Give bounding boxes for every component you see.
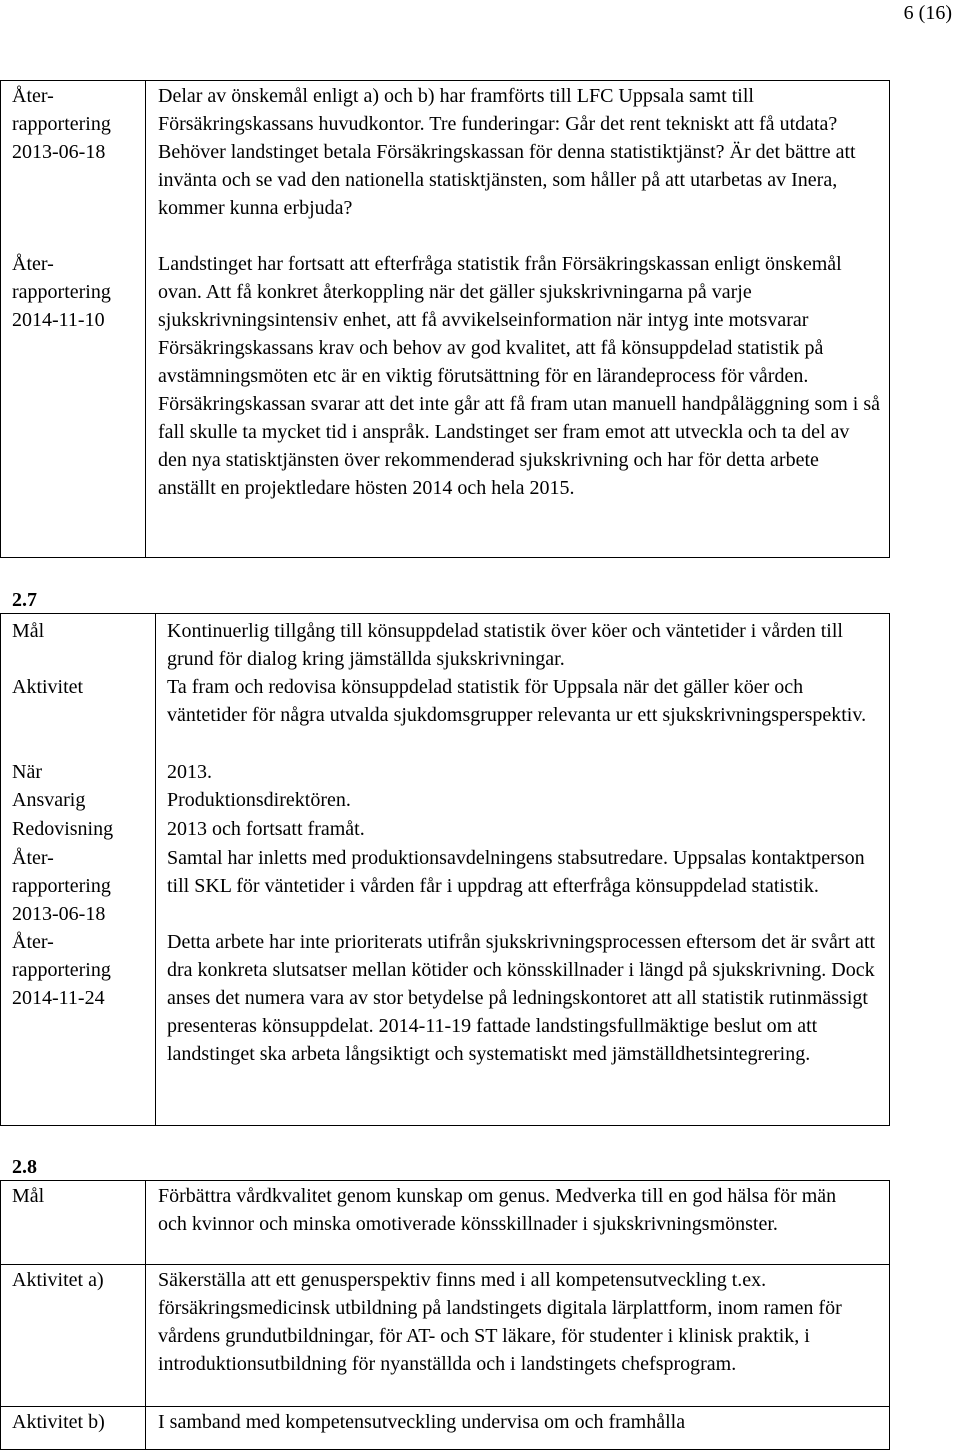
row-text-activity xyxy=(167,673,872,729)
section-number-2-8: 2.8 xyxy=(12,1156,37,1178)
table-divider xyxy=(145,1180,146,1450)
row-label-followup-2013: Åter- rapportering 2013-06-18 xyxy=(12,85,111,163)
paragraph: Säkerställa att ett genusperspektiv finns med i all kompetensutveckling t.ex. försäkringsmedicinsk utbildning på landstingets digitala lärplattform, inom ramen för vårdens grundutbildningar, för AT- och ST läkare, för studenter i klinisk praktik, i introduktionsutbildning för nyanställda och i landstingets chefsprogram. xyxy=(158,1269,842,1375)
row-label-activity: Aktivitet xyxy=(12,676,84,698)
row-label-followup-2014: Åter- rapportering 2014-11-24 xyxy=(12,931,111,1009)
row-text-followup-2013 xyxy=(167,844,879,900)
table-divider xyxy=(155,613,156,1126)
paragraph: Landstinget har fortsatt att efterfråga statistik från Försäkringskassan enligt önskemål ovan. Att få konkret återkoppling när det gäller sjukskrivningarna på varje sjukskrivningsintensiv enhet, att få avvikelseinformation när intyg inte motsvarar Försäkringskassans krav och behov av god kvalitet, att få könsuppdelad statistik på avstämningsmöten etc är en viktig förutsättning för en lärandeprocess för vården. Försäkringskassan svarar att det inte går att få fram utan manuell handpåläggning som i så fall skulle ta mycket tid i anspråk. Landstinget ser fram emot att utveckla och ta del av den nya statisktjänsten över rekommenderad sjukskrivning och har för detta arbete anställt en projektledare hösten 2014 och hela 2015. xyxy=(158,253,881,499)
row-divider xyxy=(0,1264,890,1265)
row-label-goal: Mål xyxy=(12,620,45,642)
row-divider xyxy=(0,1406,890,1407)
row-label-goal: Mål xyxy=(12,1185,45,1207)
row-label-responsible: Ansvarig xyxy=(12,789,86,811)
row-text-followup-2014 xyxy=(167,928,879,1068)
row-text-when: 2013. xyxy=(167,761,212,783)
paragraph: Förbättra vårdkvalitet genom kunskap om genus. Medverka till en god hälsa för män och kvinnor och minska omotiverade könsskillnader i sjukskrivningsmönster. xyxy=(158,1185,837,1235)
paragraph: Delar av önskemål enligt a) och b) har framförts till LFC Uppsala samt till Försäkringskassans huvudkontor. Tre funderingar: Går det rent tekniskt att få utdata? Behöver landstinget betala Försäkringskassan för denna statistiktjänst? Är det bättre att invänta och se vad den nationella statisktjänsten, som håller på att utarbetas av Inera, kommer kunna erbjuda? xyxy=(158,85,856,219)
row-label-followup-2014: Åter- rapportering 2014-11-10 xyxy=(12,253,111,331)
row-label-activity-a: Aktivitet a) xyxy=(12,1269,104,1291)
paragraph: Ta fram och redovisa könsuppdelad statistik för Uppsala när det gäller köer och väntetider för några utvalda sjukdomsgrupper relevanta ur ett sjukskrivningsperspektiv. xyxy=(167,676,867,726)
paragraph: Samtal har inletts med produktionsavdelningens stabsutredare. Uppsalas kontaktperson till SKL för väntetider i vården får i uppdrag att efterfråga könsuppdelad statistik. xyxy=(167,847,865,897)
row-text-followup-2013 xyxy=(158,82,858,222)
row-text-followup-2014 xyxy=(158,250,880,502)
paragraph: Detta arbete har inte prioriterats utifrån sjukskrivningsprocessen eftersom det är svårt att dra konkreta slutsatser mellan kötider och könsskillnader i längd på sjukskrivning. Dock anses det numera vara av stor betydelse på ledningskontoret att all statistik rutinmässigt presenteras könsuppdelat. 2014-11-19 fattade landstingsfullmäktige beslut om att landstinget ska arbeta långsiktigt och systematiskt med jämställdhetsintegrering. xyxy=(167,931,876,1065)
row-text-activity-a xyxy=(158,1266,888,1378)
row-label-reporting: Redovisning xyxy=(12,818,114,840)
section-number-2-7: 2.7 xyxy=(12,589,37,611)
paragraph: Kontinuerlig tillgång till könsuppdelad statistik över köer och väntetider i vården till grund för dialog kring jämställda sjukskrivningar. xyxy=(167,620,843,670)
page-number: 6 (16) xyxy=(903,2,952,24)
row-text-goal xyxy=(167,617,877,673)
table-divider xyxy=(145,80,146,558)
row-label-when: När xyxy=(12,761,42,783)
row-text-reporting: 2013 och fortsatt framåt. xyxy=(167,818,365,840)
row-text-activity-b: I samband med kompetensutveckling undervisa om och framhålla xyxy=(158,1411,686,1433)
row-label-activity-b: Aktivitet b) xyxy=(12,1411,105,1433)
row-text-goal xyxy=(158,1182,870,1238)
row-label-followup-2013: Åter- rapportering 2013-06-18 xyxy=(12,847,111,925)
row-text-responsible: Produktionsdirektören. xyxy=(167,789,351,811)
